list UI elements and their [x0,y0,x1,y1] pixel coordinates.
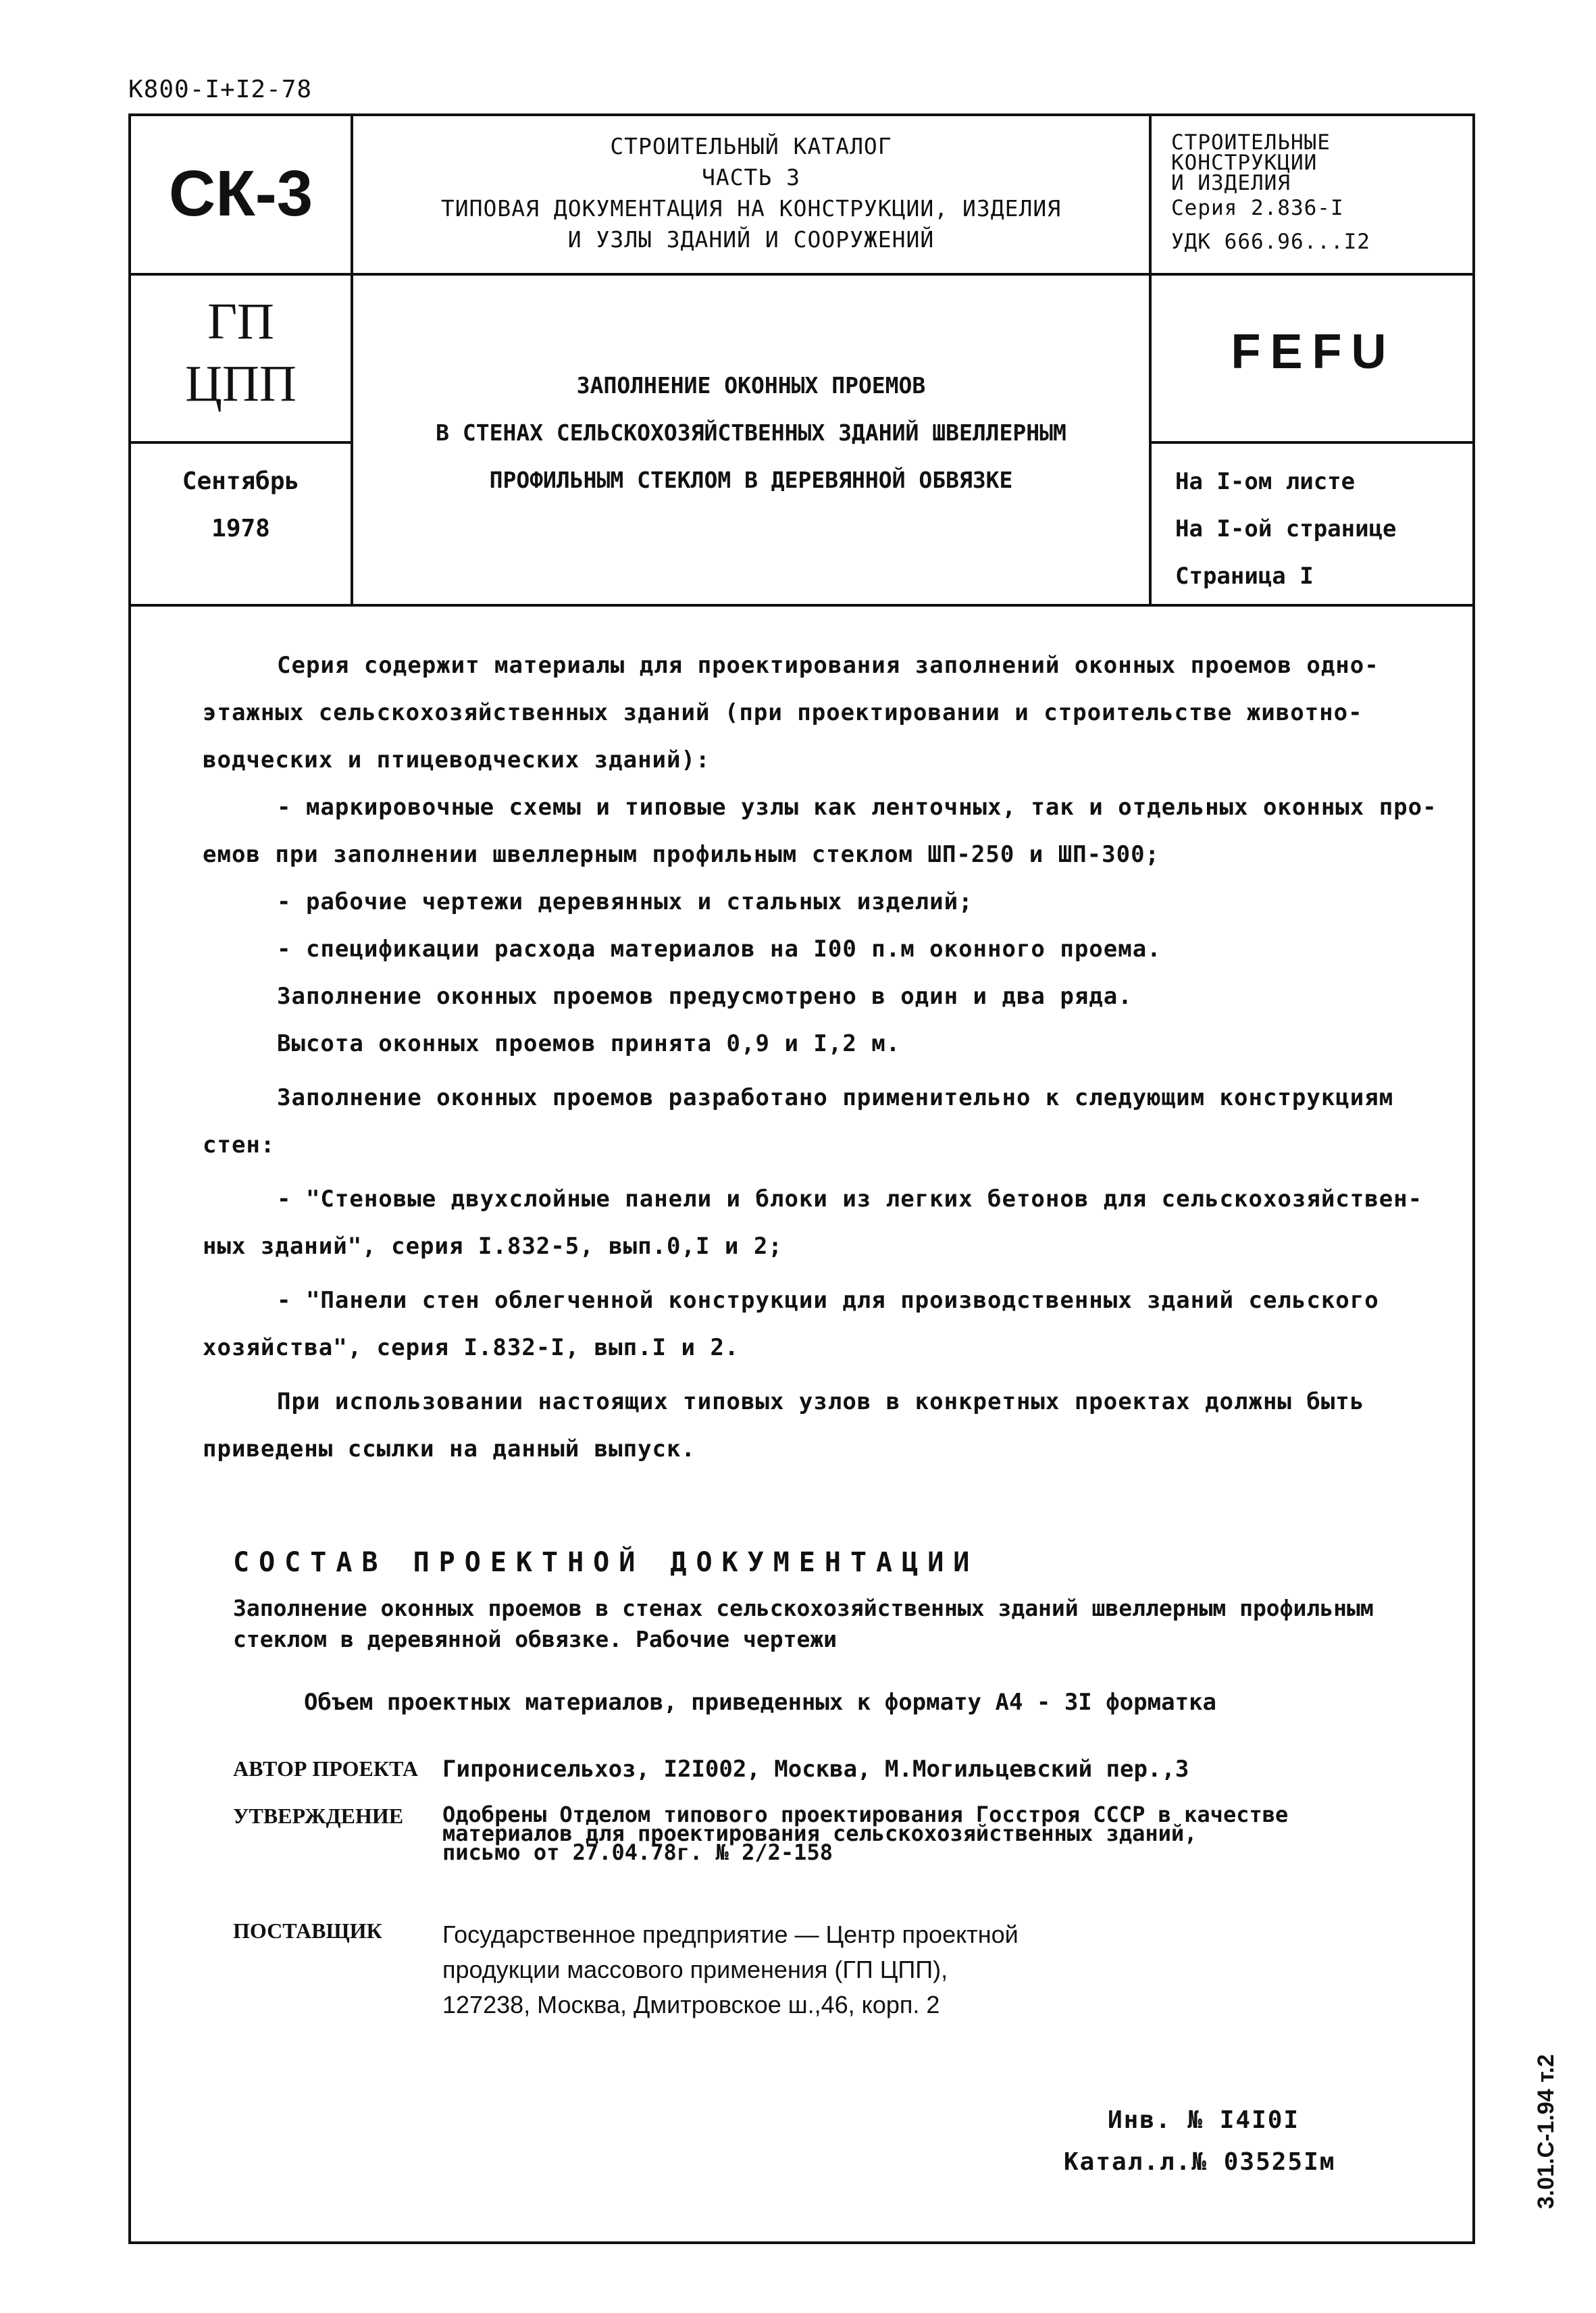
section-line: И ИЗДЕЛИЯ [1171,171,1291,195]
composition-heading: СОСТАВ ПРОЕКТНОЙ ДОКУМЕНТАЦИИ [233,1547,979,1578]
series: Серия 2.836-I [1171,196,1344,220]
udk: УДК 666.96...I2 [1171,230,1370,254]
catalog-sheet-number: Катал.л.№ 03525Iм [1064,2148,1336,2176]
supplier-value [442,1917,1019,2023]
text-line: стеклом в деревянной обвязке. Рабочие чертежи [233,1626,838,1652]
inventory-number: Инв. № I4I0I [1108,2106,1300,2134]
text-line: продукции массового применения (ГП ЦПП), [442,1956,948,1983]
section-line: СТРОИТЕЛЬНЫЕ [1171,130,1331,155]
org-line: ЦПП [185,355,297,412]
author-value: Гипронисельхоз, I2I002, Москва, М.Могильцевский пер.,3 [442,1756,1189,1783]
text-line: письмо от 27.04.78г. № 2/2-158 [442,1839,833,1865]
catalog-line: И УЗЛЫ ЗДАНИЙ И СООРУЖЕНИЙ [567,226,935,253]
org-line: ГП [207,293,274,350]
sheet-line: На I-ом листе [1175,468,1356,495]
approval-value [442,1802,1289,1865]
divider [131,604,1475,607]
divider [131,441,351,444]
issue-date [131,458,351,553]
divider [131,273,1475,276]
text-line: материалов для проектирования сельскохозяйственных зданий, [442,1821,1198,1846]
text-line: водческих и птицеводческих зданий): [203,746,711,773]
title-line: ЗАПОЛНЕНИЕ ОКОННЫХ ПРОЕМОВ [576,372,926,399]
catalog-line: ЧАСТЬ 3 [701,164,801,190]
list-item: - спецификации расхода материалов на I00 п.м оконного проема. [277,936,1162,963]
text-line: 127238, Москва, Дмитровское ш.,46, корп. 2 [442,1991,940,2018]
volume-line: Объем проектных материалов, приведенных к формату А4 - 3I форматка [304,1689,1217,1716]
text-line: Высота оконных проемов принята 0,9 и I,2 м. [277,1030,901,1057]
text-line: При использовании настоящих типовых узлов в конкретных проектах должны быть [277,1388,1365,1415]
text-line: Серия содержит материалы для проектирования заполнений оконных проемов одно- [277,652,1379,679]
text-line: хозяйства", серия I.832-I, вып.I и 2. [203,1334,740,1361]
text-line: емов при заполнении швеллерным профильным стеклом ШП-250 и ШП-300; [203,841,1160,868]
sheet-line: На I-ой странице [1175,515,1397,542]
reference-item: - "Панели стен облегченной конструкции для производственных зданий сельского [277,1287,1379,1314]
text-line: ных зданий", серия I.832-5, вып.0,I и 2; [203,1233,783,1260]
composition-description [233,1593,1469,1655]
year: 1978 [211,515,270,542]
intro-paragraph [203,642,1459,1473]
sheet-info [1175,458,1397,600]
section-info [1171,132,1468,261]
catalog-line: ТИПОВАЯ ДОКУМЕНТАЦИЯ НА КОНСТРУКЦИИ, ИЗДЕЛИЯ [440,195,1062,222]
approval-label: УТВЕРЖДЕНИЕ [233,1804,404,1828]
title-line: ПРОФИЛЬНЫМ СТЕКЛОМ В ДЕРЕВЯННОЙ ОБВЯЗКЕ [489,467,1013,493]
catalog-title [353,131,1149,255]
document-title [353,362,1149,504]
text-line: приведены ссылки на данный выпуск. [203,1435,696,1463]
code-box: FEFU [1231,325,1396,379]
text-line: Государственное предприятие — Центр проектной [442,1921,1019,1948]
list-item: - рабочие чертежи деревянных и стальных изделий; [277,888,973,915]
author-label: АВТОР ПРОЕКТА [233,1756,418,1781]
catalog-mark: СК-3 [168,157,313,230]
side-code: 3.01.С-1.94 т.2 [1533,2054,1559,2209]
text-line: Одобрены Отделом типового проектирования Госстроя СССР в качестве [442,1802,1289,1827]
document-code: К800-I+I2-78 [128,76,313,103]
reference-item: - "Стеновые двухслойные панели и блоки из легких бетонов для сельскохозяйствен- [277,1186,1423,1213]
text-line: этажных сельскохозяйственных зданий (при проектировании и строительстве животно- [203,699,1363,726]
text-line: Заполнение оконных проемов разработано применительно к следующим конструкциям [277,1084,1394,1111]
org-abbrev [131,290,351,415]
text-line: стен: [203,1132,276,1159]
text-line: Заполнение оконных проемов предусмотрено в один и два ряда. [277,983,1133,1010]
section-line: КОНСТРУКЦИИ [1171,151,1318,175]
title-line: В СТЕНАХ СЕЛЬСКОХОЗЯЙСТВЕННЫХ ЗДАНИЙ ШВЕЛЛЕРНЫМ [436,420,1066,446]
divider [1149,441,1475,444]
sheet-line: Страница I [1175,563,1314,590]
supplier-label: ПОСТАВЩИК [233,1918,382,1943]
month: Сентябрь [182,467,300,495]
list-item: - маркировочные схемы и типовые узлы как ленточных, так и отдельных оконных про- [277,794,1437,821]
catalog-line: СТРОИТЕЛЬНЫЙ КАТАЛОГ [610,133,892,159]
text-line: Заполнение оконных проемов в стенах сельскохозяйственных зданий швеллерным профильным [233,1595,1374,1621]
